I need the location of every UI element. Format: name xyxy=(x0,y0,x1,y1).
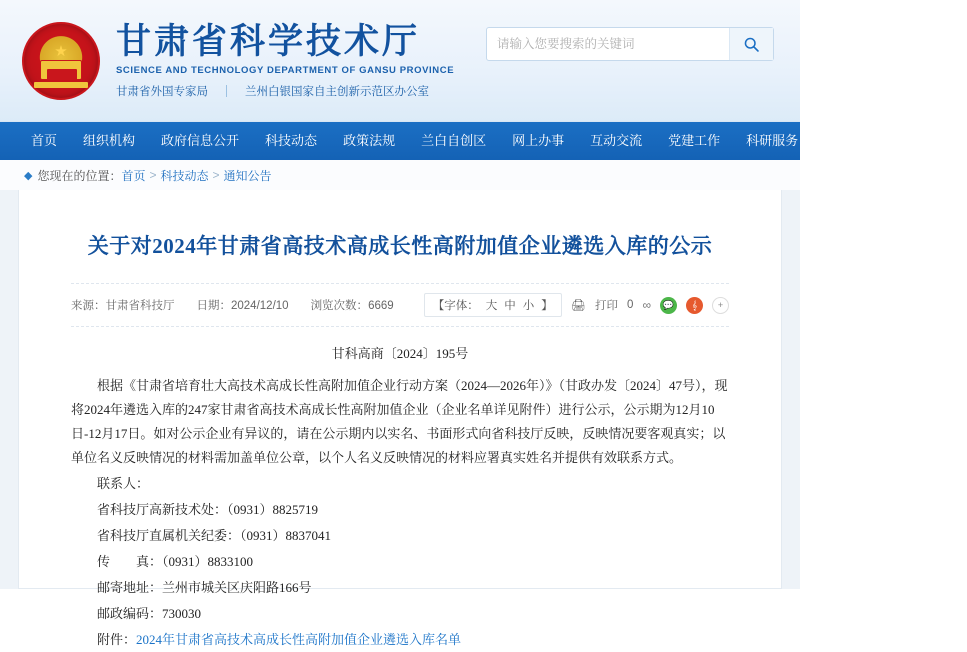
nav-item-6[interactable]: 网上办事 xyxy=(512,133,565,148)
home-icon: ◆ xyxy=(24,169,33,182)
article-card xyxy=(18,190,782,648)
nav-item-5[interactable]: 兰白自创区 xyxy=(421,133,487,148)
nav-item-8[interactable]: 党建工作 xyxy=(668,133,721,148)
article-views xyxy=(311,297,394,313)
article-source-value: 甘肃省科技厅 xyxy=(105,300,175,313)
search-icon xyxy=(743,36,760,53)
site-header xyxy=(0,0,800,122)
printer-icon[interactable]: 🖨 xyxy=(570,298,587,313)
article-date-value: 2024/12/10 xyxy=(231,300,289,313)
article-toolbar xyxy=(424,293,729,317)
document-number: 甘科高商〔2024〕195号 xyxy=(331,346,469,362)
attachment-link[interactable]: 2024年甘肃省高技术高成长性高附加值企业遴选入库名单 xyxy=(136,632,462,648)
fontsize-control[interactable] xyxy=(424,293,562,317)
fontsize-label: 【字体： xyxy=(432,300,479,313)
breadcrumb-prefix: 您现在的位置： xyxy=(37,168,122,183)
sub-organizations xyxy=(116,83,454,99)
page-title: 关于对2024年甘肃省高技术高成长性高附加值企业遴选入库的公示 xyxy=(87,234,713,258)
nav-item-2[interactable]: 政府信息公开 xyxy=(161,133,240,148)
contact-line-0: 省科技厅高新技术处：（0931）8825719 xyxy=(97,502,319,518)
article-date xyxy=(197,297,289,313)
breadcrumb-item-0[interactable]: 首页 xyxy=(121,168,146,183)
fontsize-close: 】 xyxy=(541,300,553,313)
national-emblem-icon xyxy=(22,22,100,100)
nav-item-3[interactable]: 科技动态 xyxy=(265,133,318,148)
article-paragraph-1: 联系人： xyxy=(97,476,150,492)
breadcrumb-item-1[interactable]: 科技动态 xyxy=(160,168,209,183)
emblem-star: ★ xyxy=(54,42,68,60)
article-source-label: 来源： xyxy=(71,300,106,313)
article-views-value: 6669 xyxy=(368,300,394,313)
breadcrumb xyxy=(0,160,800,190)
article-paragraph-0: 根据《甘肃省培育壮大高技术高成长性高附加值企业行动方案（2024—2026年）》（甘政办发〔2024〕47号），现将2024年遴选入库的247家甘肃省高技术高成长性高附加值企业（企业名单详见附件）进行公示，公示期为12月10日-12月17日。如对公示企业有异议的，请在公示期内以实名、书面形式向省科技厅反映，反映情况要客观真实；以单位名义反映情况的材料需加盖单位公章，以个人名义反映情况的材料应署真实姓名并提供有效联系方式。 xyxy=(71,378,728,466)
contact-line-3: 邮寄地址：兰州市城关区庆阳路166号 xyxy=(97,580,312,596)
search-input[interactable] xyxy=(487,28,729,60)
emblem-gate xyxy=(40,60,82,80)
print-label[interactable]: 打印 xyxy=(595,300,619,313)
attachment-row xyxy=(71,628,729,652)
breadcrumb-separator-0: > xyxy=(149,168,157,182)
attachment-label: 附件： xyxy=(97,632,137,648)
sub-org-right: 兰州白银国家自主创新示范区办公室 xyxy=(245,86,429,99)
fontsize-small-button[interactable]: 小 xyxy=(522,300,535,313)
sub-org-left: 甘肃省外国专家局 xyxy=(116,86,208,99)
fontsize-medium-button[interactable]: 中 xyxy=(504,300,516,313)
article-source xyxy=(71,297,175,313)
print-count: 0 xyxy=(627,299,634,312)
nav-item-11[interactable]: 协同办公 xyxy=(902,133,955,148)
site-title-cn: 甘肃省科学技术厅 xyxy=(116,21,421,61)
site-title-block xyxy=(116,22,454,99)
contact-line-1: 省科技厅直属机关纪委：（0931）8837041 xyxy=(97,528,332,544)
wechat-icon[interactable]: 💬 xyxy=(660,297,677,314)
fontsize-large-button[interactable]: 大 xyxy=(485,300,498,313)
nav-item-10[interactable]: 专题专栏 xyxy=(824,133,877,148)
search-button[interactable] xyxy=(729,28,773,60)
article-date-label: 日期： xyxy=(196,300,231,313)
content-background xyxy=(0,190,800,648)
nav-item-7[interactable]: 互动交流 xyxy=(590,133,643,148)
nav-item-4[interactable]: 政策法规 xyxy=(343,133,396,148)
breadcrumb-separator-1: > xyxy=(212,168,220,182)
article-meta-bar xyxy=(71,283,729,327)
emblem-base xyxy=(34,82,88,88)
plus-icon[interactable]: + xyxy=(712,297,729,314)
contact-line-4: 邮政编码：730030 xyxy=(97,606,202,622)
nav-item-0[interactable]: 首页 xyxy=(31,133,58,148)
nav-item-9[interactable]: 科研服务 xyxy=(746,133,799,148)
breadcrumb-item-2[interactable]: 通知公告 xyxy=(223,168,272,183)
main-navigation xyxy=(0,122,955,160)
sub-org-divider xyxy=(226,85,227,97)
article-views-label: 浏览次数： xyxy=(310,300,369,313)
share-icon[interactable]: ∞ xyxy=(642,298,651,313)
article-meta-left xyxy=(71,297,394,313)
site-title-en: SCIENCE AND TECHNOLOGY DEPARTMENT OF GANSU PROVINCE xyxy=(116,65,455,77)
weibo-icon[interactable]: 𝄞 xyxy=(686,297,703,314)
nav-item-1[interactable]: 组织机构 xyxy=(83,133,136,148)
article-body xyxy=(71,374,729,652)
contact-line-2: 传 真：（0931）8833100 xyxy=(97,554,254,570)
search-bar[interactable] xyxy=(486,27,774,61)
